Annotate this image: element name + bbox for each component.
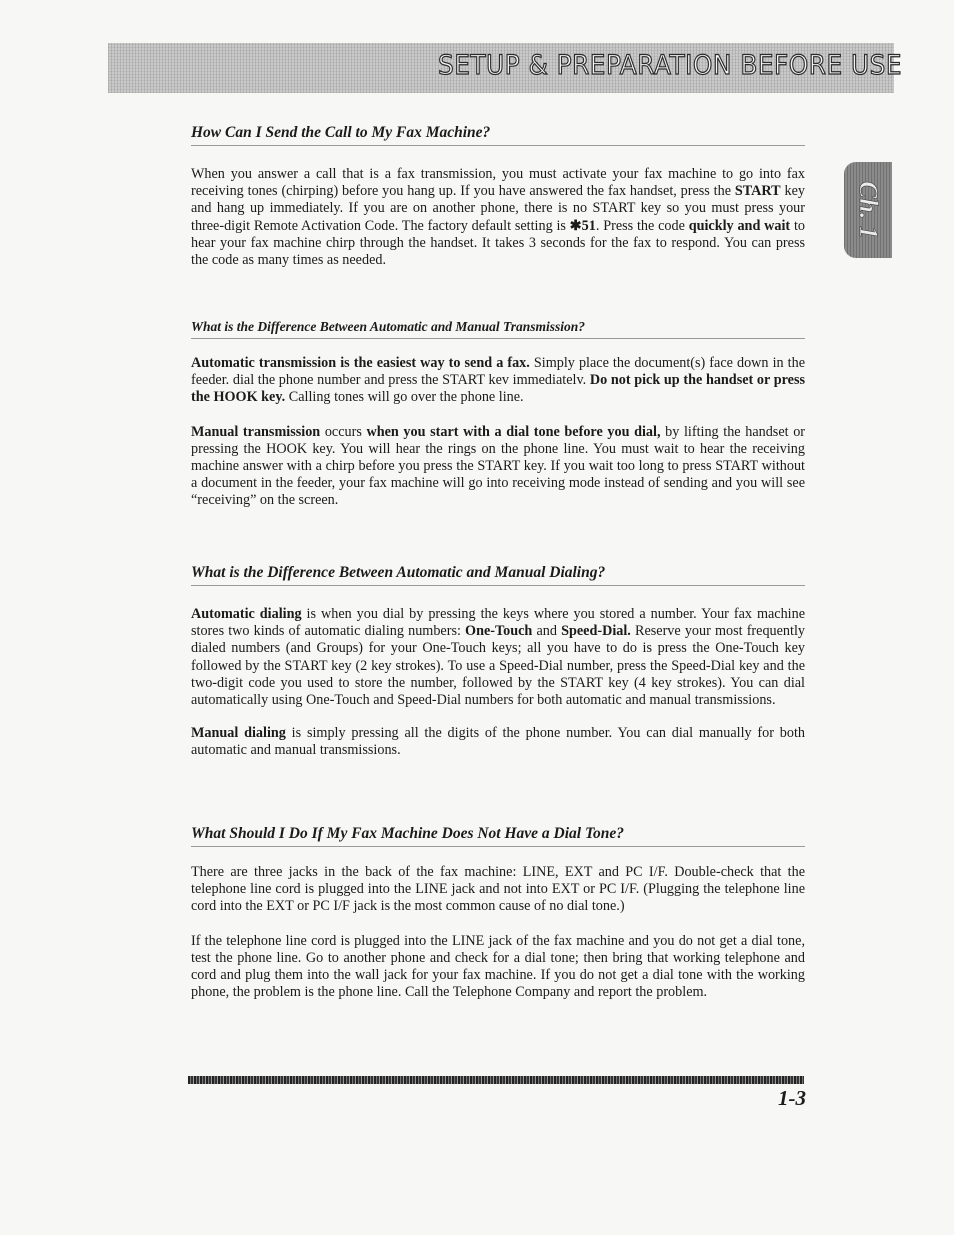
text-run: to hear your fax machine chirp through the handset. It takes 3 seconds for the fax to respond. You can press the code as many times as needed. <box>191 217 806 269</box>
bold-text-run: ✱51 <box>569 217 596 234</box>
bold-text-run: Do not pick up the handset or press the HOOK key. <box>191 372 805 406</box>
text-run: If the telephone line cord is plugged into the LINE jack of the fax machine and you do not get a dial tone, test the phone line. Go to another phone and check for a dial tone; then bring that working telephone and cord and plug them into the wall jack for your fax machine. If you do not get a dial tone with the working phone, the problem is the phone line. Call the Telephone Company and report the problem. <box>191 932 805 1001</box>
paragraph <box>191 606 805 709</box>
bold-text-run: Automatic transmission is the easiest way to send a fax. <box>191 355 530 371</box>
text-run: There are three jacks in the back of the fax machine: LINE, EXT and PC I/F. Double-check that the telephone line cord is plugged into the LINE jack and not into EXT or PC I/F. (Plugging the telephone line cord into the EXT or PC I/F jack is the most common cause of no dial tone.) <box>191 864 805 915</box>
text-run: When you answer a call that is a fax transmission, you must activate your fax machine to go into fax receiving tones (chirping) before you hang up. If you have answered the fax handset, press the <box>191 166 805 200</box>
section-dialing <box>191 564 805 760</box>
bold-text-run: Manual transmission <box>191 423 321 440</box>
bold-text-run: START <box>734 183 781 200</box>
text-run: and <box>532 623 562 640</box>
bold-text-run: when you start with a dial tone before you dial, <box>366 423 661 440</box>
page-header-title: SETUP & PREPARATION BEFORE USE <box>438 50 902 81</box>
section-send-call <box>191 124 805 269</box>
text-run: is simply pressing all the digits of the phone number. You can dial manually for both automatic and manual transmissions. <box>191 725 805 759</box>
text-run: Calling tones will go over the phone line. <box>285 389 524 406</box>
bold-text-run: One-Touch <box>465 623 533 640</box>
section-transmission <box>191 319 805 510</box>
text-run: by lifting the handset or pressing the HOOK key. You will hear the rings on the phone line. You must wait to hear the receiving machine answer with a chirp before you press the START key. If you wait too long to press START without a document in the feeder, your fax machine will go into receiving mode instead of sending and you will see “receiving” on the screen. <box>191 423 806 509</box>
text-run: Reserve your most frequently dialed numbers (and Groups) for your One-Touch keys; all you have to do is press the One-Touch key followed by the START key (2 key strokes). To use a Speed-Dial number, press the Speed-Dial key and the two-digit code you used to store the number, followed by the START key (4 key strokes). You can dial automatically using One-Touch and Speed-Dial numbers for both automatic and manual transmissions. <box>191 623 805 709</box>
footer-band <box>188 1076 804 1084</box>
text-run: key and hang up immediately. If you are on another phone, there is no START key so you must press your three-digit Remote Activation Code. The factory default setting is <box>191 183 805 234</box>
text-run: occurs <box>320 423 367 440</box>
text-run: . Press the code <box>595 217 689 234</box>
text-run: Simply place the document(s) face down in the feeder. dial the phone number and press the START kev immediatelv. <box>191 355 806 389</box>
section-dial-tone <box>191 825 805 1001</box>
section-heading: What is the Difference Between Automatic and Manual Dialing? <box>191 564 805 586</box>
chapter-tab <box>844 162 892 258</box>
paragraph <box>191 864 805 916</box>
paragraph <box>191 166 805 269</box>
section-heading: What is the Difference Between Automatic and Manual Transmission? <box>191 319 805 339</box>
chapter-tab-label: Ch. 1 <box>854 181 883 239</box>
paragraph <box>191 424 805 510</box>
bold-text-run: quickly and wait <box>688 217 791 234</box>
bold-text-run: Manual dialing <box>191 725 286 742</box>
section-heading: What Should I Do If My Fax Machine Does Not Have a Dial Tone? <box>191 825 805 847</box>
text-run: is when you dial by pressing the keys where you stored a number. Your fax machine stores two kinds of automatic dialing numbers: <box>191 606 806 640</box>
paragraph <box>191 933 805 1002</box>
paragraph <box>191 355 805 407</box>
bold-text-run: Automatic dialing <box>191 606 302 622</box>
paragraph <box>191 725 805 759</box>
page-number: 1-3 <box>778 1086 806 1110</box>
section-heading: How Can I Send the Call to My Fax Machine? <box>191 124 805 146</box>
bold-text-run: Speed-Dial. <box>561 623 631 640</box>
